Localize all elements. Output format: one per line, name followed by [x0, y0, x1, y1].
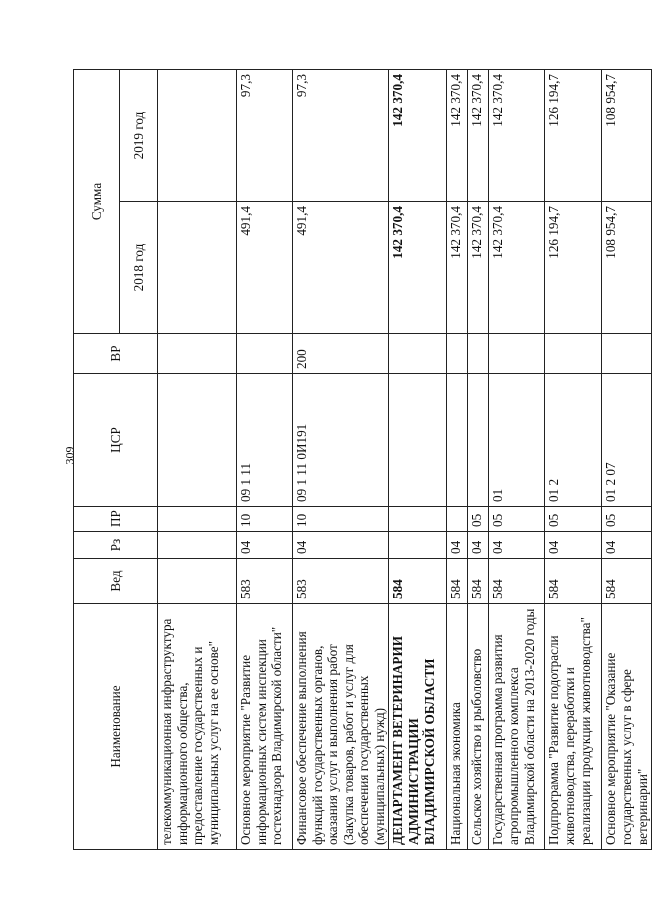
header-pr: ПР — [74, 507, 158, 532]
cell-2019: 142 370,4 — [489, 70, 545, 202]
budget-table — [73, 69, 652, 850]
cell-csr — [158, 374, 237, 507]
cell-rz: 04 — [489, 532, 545, 559]
table-row — [468, 70, 489, 850]
cell-rz: 04 — [447, 532, 468, 559]
cell-vr — [545, 334, 602, 374]
cell-pr: 10 — [293, 507, 389, 532]
cell-csr — [389, 374, 447, 507]
cell-2019: 142 370,4 — [468, 70, 489, 202]
cell-2018: 142 370,4 — [489, 202, 545, 334]
cell-pr — [158, 507, 237, 532]
cell-2018: 108 954,7 — [602, 202, 652, 334]
cell-2018: 142 370,4 — [468, 202, 489, 334]
cell-pr: 05 — [545, 507, 602, 532]
cell-name: Сельское хозяйство и рыболовство — [468, 604, 489, 850]
cell-ved: 584 — [545, 559, 602, 604]
cell-csr: 01 — [489, 374, 545, 507]
cell-name: Национальная экономика — [447, 604, 468, 850]
cell-pr: 05 — [468, 507, 489, 532]
header-vr: ВР — [74, 334, 158, 374]
cell-rz: 04 — [545, 532, 602, 559]
cell-2019 — [158, 70, 237, 202]
cell-ved: 583 — [293, 559, 389, 604]
cell-vr — [389, 334, 447, 374]
cell-2019: 108 954,7 — [602, 70, 652, 202]
table-row — [545, 70, 602, 850]
cell-pr: 10 — [237, 507, 293, 532]
cell-name: Государственная программа развития агропромышленного комплекса Владимирской области на 2013-2020 годы — [489, 604, 545, 850]
cell-vr — [237, 334, 293, 374]
table-row — [489, 70, 545, 850]
cell-vr: 200 — [293, 334, 389, 374]
cell-csr — [468, 374, 489, 507]
table-row — [293, 70, 389, 850]
cell-vr — [489, 334, 545, 374]
cell-vr — [158, 334, 237, 374]
header-csr: ЦСР — [74, 374, 158, 507]
header-ved: Вед — [74, 559, 158, 604]
cell-2019: 142 370,4 — [447, 70, 468, 202]
cell-vr — [468, 334, 489, 374]
cell-2018: 491,4 — [293, 202, 389, 334]
cell-rz — [389, 532, 447, 559]
cell-2018: 491,4 — [237, 202, 293, 334]
cell-name: Подпрограмма "Развитие подотрасли животноводства, переработки и реализации продукции животноводства" — [545, 604, 602, 850]
table-row — [447, 70, 468, 850]
cell-rz: 04 — [237, 532, 293, 559]
header-2019: 2019 год — [120, 70, 158, 202]
cell-pr — [389, 507, 447, 532]
table-row — [602, 70, 652, 850]
table-row — [158, 70, 237, 850]
rotated-table-container — [73, 70, 650, 850]
table-row — [237, 70, 293, 850]
header-2018: 2018 год — [120, 202, 158, 334]
cell-name: Основное мероприятие "Развитие информационных систем инспекции гостехнадзора Владимирской области" — [237, 604, 293, 850]
cell-2018: 142 370,4 — [389, 202, 447, 334]
cell-2019: 97,3 — [293, 70, 389, 202]
cell-2018: 126 194,7 — [545, 202, 602, 334]
cell-csr: 01 2 — [545, 374, 602, 507]
cell-ved: 584 — [468, 559, 489, 604]
header-sum: Сумма — [74, 70, 120, 334]
cell-csr — [447, 374, 468, 507]
cell-name: Финансовое обеспечение выполнения функций государственных органов, оказания услуг и выполнения работ (Закупка товаров, работ и услуг для обеспечения государственных (муниципальных) нужд) — [293, 604, 389, 850]
header-rz: Рз — [74, 532, 158, 559]
cell-ved: 584 — [489, 559, 545, 604]
cell-vr — [447, 334, 468, 374]
table-row — [389, 70, 447, 850]
cell-name: телекоммуникационная инфраструктура информационного общества, предоставление государственных и муниципальных услуг на ее основе" — [158, 604, 237, 850]
cell-csr: 09 1 11 — [237, 374, 293, 507]
cell-name: ДЕПАРТАМЕНТ ВЕТЕРИНАРИИ АДМИНИСТРАЦИИ ВЛАДИМИРСКОЙ ОБЛАСТИ — [389, 604, 447, 850]
page-number: 309 — [62, 446, 77, 465]
cell-name: Основное мероприятие "Оказание государственных услуг в сфере ветеринарии" — [602, 604, 652, 850]
cell-rz: 04 — [293, 532, 389, 559]
cell-rz: 04 — [468, 532, 489, 559]
cell-vr — [602, 334, 652, 374]
cell-csr: 09 1 11 0И191 — [293, 374, 389, 507]
cell-2018: 142 370,4 — [447, 202, 468, 334]
cell-2019: 97,3 — [237, 70, 293, 202]
cell-pr: 05 — [489, 507, 545, 532]
cell-ved: 583 — [237, 559, 293, 604]
cell-ved: 584 — [447, 559, 468, 604]
cell-rz — [158, 532, 237, 559]
cell-2019: 126 194,7 — [545, 70, 602, 202]
cell-2019: 142 370,4 — [389, 70, 447, 202]
cell-pr — [447, 507, 468, 532]
cell-ved — [158, 559, 237, 604]
cell-csr: 01 2 07 — [602, 374, 652, 507]
cell-2018 — [158, 202, 237, 334]
cell-pr: 05 — [602, 507, 652, 532]
cell-ved: 584 — [602, 559, 652, 604]
cell-ved: 584 — [389, 559, 447, 604]
header-name: Наименование — [74, 604, 158, 850]
cell-rz: 04 — [602, 532, 652, 559]
